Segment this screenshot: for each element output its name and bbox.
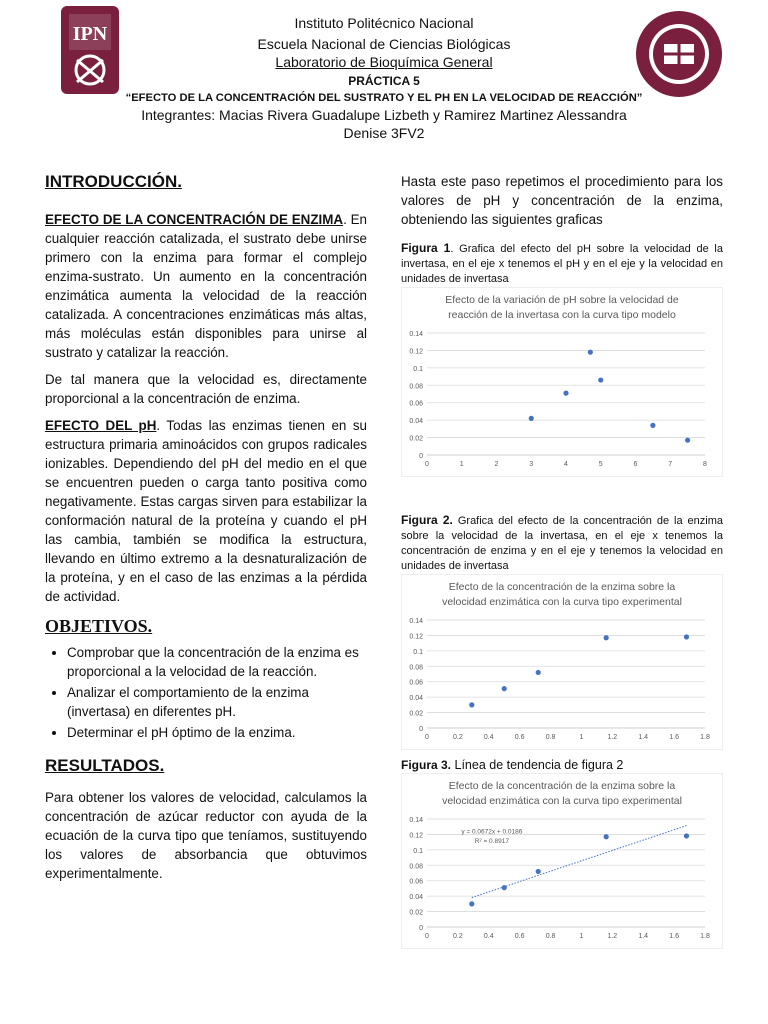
members-line-1: Integrantes: Macias Rivera Guadalupe Lizbeth y Ramirez Martinez Alessandra [141,107,627,123]
intro-paragraph-3 [45,416,367,606]
y-tick-label: 0.14 [409,618,423,625]
left-column [45,172,367,891]
y-tick-label: 0.04 [409,695,423,703]
y-tick-label: 0.12 [409,832,423,840]
y-tick-label: 0.02 [409,435,423,443]
chart-title: Efecto de la concentración de la enzima sobre la [448,581,676,593]
x-tick-label: 1.6 [669,933,679,940]
objectives-list [45,643,367,742]
x-tick-label: 0 [425,461,429,468]
x-tick-label: 1.2 [607,734,618,741]
intro-paragraph-2: De tal manera que la velocidad es, directamente proporcional a la concentración de enzima. [45,372,367,406]
x-tick-label: 1 [579,734,584,741]
data-point [536,670,541,675]
x-tick-label: 1.6 [669,734,679,741]
y-tick-label: 0.12 [409,633,423,641]
figure-3-text: Línea de tendencia de figura 2 [451,758,624,772]
x-tick-label: 0 [425,933,429,940]
y-tick-label: 0.14 [409,817,423,824]
trendline-r2: R² = 0.8917 [474,837,509,845]
intro-p1-text: . En cualquier reacción catalizada, el sustrato debe unirse primero con la enzima para formar el complejo enzima-sustrato. Un aumento en la concentración enzimática aumenta la velocidad de la reacción catalizada. A concentraciones enzimáticas más altas, más moléculas están disponibles para unirse al sustrato y catalizar la reacción. [45,212,367,360]
objective-item: • Determinar el pH óptimo de la enzima. [67,723,367,742]
x-tick-label: 1.4 [638,933,649,940]
y-tick-label: 0.08 [409,383,423,391]
lab-name: Laboratorio de Bioquímica General [275,54,493,70]
y-tick-label: 0.02 [409,710,423,718]
objective-item: • Analizar el comportamiento de la enzima (invertasa) en diferentes pH. [67,683,367,721]
figure-1-caption [401,241,723,287]
data-point [469,901,474,906]
figure-2-caption [401,513,723,574]
chart-title: velocidad enzimática con la curva tipo experimental [442,596,682,608]
y-tick-label: 0.12 [409,348,423,356]
y-tick-label: 0.14 [409,331,423,338]
figure-3-label: Figura 3. [401,758,452,772]
y-tick-label: 0.06 [409,679,423,687]
figure-3-chart [401,773,723,949]
x-tick-label: 0.6 [514,734,525,741]
x-tick-label: 3 [529,461,534,468]
intro-p1-lead: EFECTO DE LA CONCENTRACIÓN DE ENZIMA [45,212,344,227]
figure-1-chart [401,287,723,477]
y-tick-label: 0.1 [413,365,423,373]
x-tick-label: 0.8 [545,734,556,741]
x-tick-label: 6 [633,461,638,468]
y-tick-label: 0.06 [409,400,423,408]
practice-number: PRÁCTICA 5 [348,74,420,88]
y-tick-label: 0.08 [409,863,423,871]
x-tick-label: 0.2 [453,933,463,940]
x-tick-label: 1 [579,933,584,940]
data-point [684,833,689,838]
y-tick-label: 0 [419,453,423,460]
results-paragraph: Para obtener los valores de velocidad, calculamos la concentración de azúcar reductor con ayuda de la ecuación de la curva tipo que teníamos, sustituyendo los valores de absorbancia que obtuvimos experimentalmente. [45,790,367,881]
y-tick-label: 0.1 [413,648,423,656]
y-tick-label: 0 [419,925,423,932]
data-point [536,869,541,874]
data-point [604,834,609,839]
x-tick-label: 0.4 [483,734,494,741]
y-tick-label: 0 [419,726,423,733]
x-tick-label: 2 [494,461,499,468]
data-point [529,416,534,421]
intro-heading: INTRODUCCIÓN. [45,172,182,191]
intro-p3-text: . Todas las enzimas tienen en su estructura primaria aminoácidos con grupos radicales ionizables. Dependiendo del pH del medio en el que se encuentren pueden o carga tanto positiva como negativamente. Estas cargas sirven para estabilizar la conformación natural de la proteína y cuando el pH las cambia, también se modifica la estructura, llevando en último extremo a la desnaturalización de la proteína, y en el caso de las enzimas a la pérdida de actividad. [45,418,367,604]
y-tick-label: 0.1 [413,847,423,855]
intro-p3-lead: EFECTO DEL pH [45,418,157,433]
y-tick-label: 0.08 [409,664,423,672]
y-tick-label: 0.04 [409,894,423,902]
y-tick-label: 0.02 [409,909,423,917]
figure-2-label: Figura 2. [401,513,453,527]
x-tick-label: 0.4 [483,933,494,940]
x-tick-label: 1.8 [700,734,710,741]
x-tick-label: 0.6 [514,933,525,940]
x-tick-label: 1.4 [638,734,649,741]
ipn-logo-text: IPN [72,23,108,45]
x-tick-label: 4 [564,461,568,468]
data-point [650,423,655,428]
school-name: Escuela Nacional de Ciencias Biológicas [257,36,511,52]
y-tick-label: 0.06 [409,878,423,886]
x-tick-label: 0 [425,734,429,741]
figure-1-text: . Grafica del efecto del pH sobre la velocidad de la invertasa, en el eje x tenemos el pH y en el eje y la velocidad en unidades de invertasa [401,243,723,285]
figure-2-chart [401,574,723,750]
data-point [469,702,474,707]
objectives-heading: OBJETIVOS. [45,616,153,636]
intro-paragraph-1 [45,210,367,362]
figure-1-label: Figura 1 [401,241,451,255]
objective-item: • Comprobar que la concentración de la enzima es proporcional a la velocidad de la reacción. [67,643,367,681]
x-tick-label: 5 [598,461,603,468]
chart-title: Efecto de la concentración de la enzima sobre la [448,780,676,792]
data-point [685,438,690,443]
x-tick-label: 1.2 [607,933,618,940]
x-tick-label: 0.8 [545,933,556,940]
data-point [588,350,593,355]
data-point [502,885,507,890]
x-tick-label: 7 [668,461,673,468]
data-point [604,635,609,640]
data-point [684,634,689,639]
members-line-2: Denise 3FV2 [343,125,425,141]
chart-title: Efecto de la variación de pH sobre la velocidad de [445,294,679,306]
trendline-equation: y = 0.0672x + 0.0186 [461,828,523,836]
y-tick-label: 0.04 [409,418,423,426]
x-tick-label: 1.8 [700,933,710,940]
results-right-intro: Hasta este paso repetimos el procedimiento para los valores de pH y concentración de la enzima, obteniendo las siguientes graficas [401,174,723,227]
chart-title: velocidad enzimática con la curva tipo experimental [442,795,682,807]
x-tick-label: 8 [703,461,707,468]
data-point [563,391,568,396]
institution-name: Instituto Politécnico Nacional [294,15,474,31]
results-heading: RESULTADOS. [45,756,165,775]
practice-title: “EFECTO DE LA CONCENTRACIÓN DEL SUSTRATO Y EL PH EN LA VELOCIDAD DE REACCIÓN” [125,92,643,104]
data-point [502,686,507,691]
figure-3-caption [401,758,723,773]
x-tick-label: 0.2 [453,734,463,741]
figure-2-text: Grafica del efecto de la concentración de la enzima sobre la velocidad de la invertasa, en el eje x tenemos la concentración de enzima y en el eje y tenemos la velocidad en unidades de invertasa [401,515,723,572]
right-column [401,172,723,949]
x-tick-label: 1 [459,461,464,468]
chart-title: reacción de la invertasa con la curva tipo modelo [448,309,676,321]
data-point [598,377,603,382]
